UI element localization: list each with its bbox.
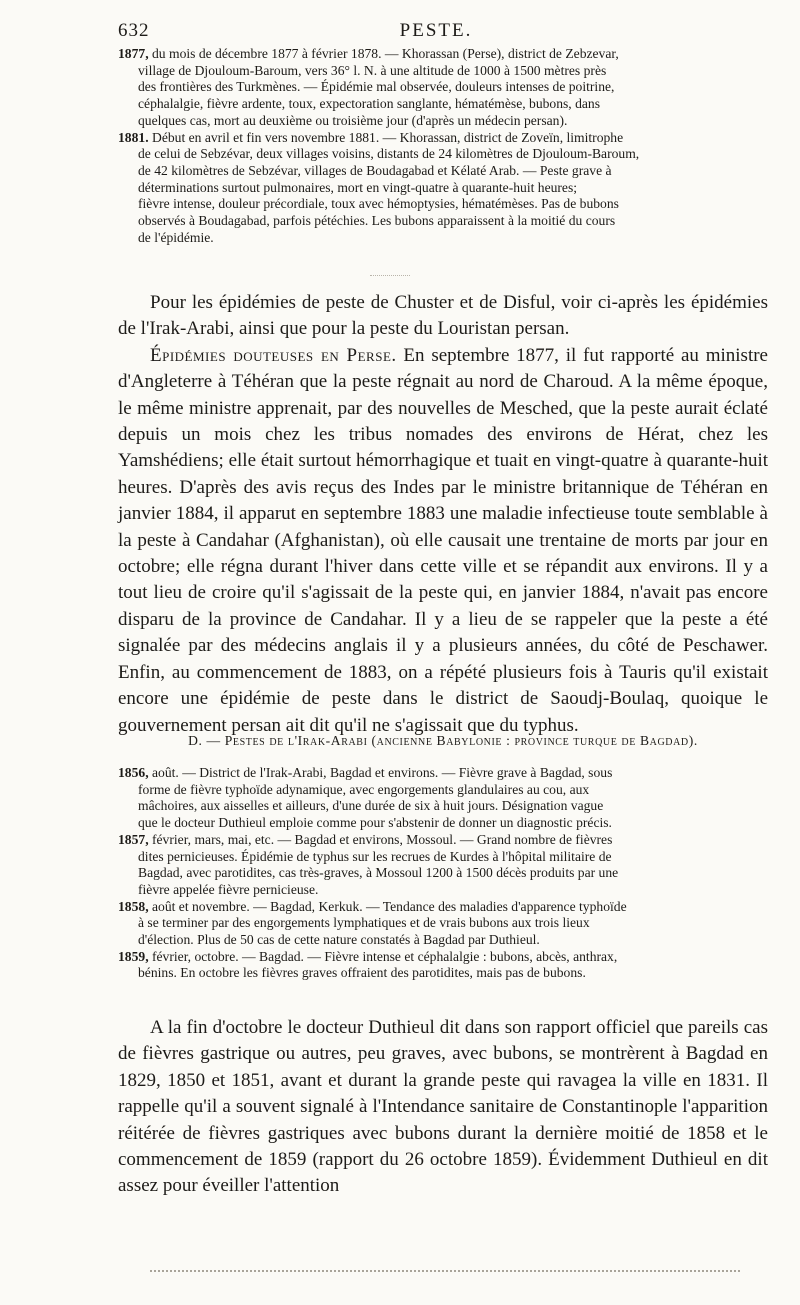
- entry-1856: [118, 765, 768, 832]
- entry-year: 1858,: [118, 898, 149, 914]
- entry-line: août et novembre. — Bagdad, Kerkuk. — Tendance des maladies d'apparence typhoïde: [152, 898, 627, 914]
- body-paragraphs-2: [118, 1015, 768, 1200]
- entry-line: à se terminer par des engorgements lymphatiques et de vrais bubons aux trois lieux: [138, 915, 590, 931]
- paragraph-duthieul-report: A la fin d'octobre le docteur Duthieul dit dans son rapport officiel que pareils cas de fièvres gastrique ou autres, peu graves, avec bubons, se montrèrent à Bagdad en 1829, 1850 et 1851, avant et durant la grande peste qui ravagea la ville en 1831. Il rappelle qu'il a souvent signalé à l'Intendance sanitaire de Constantinople l'apparition réitérée de fièvres gastriques avec bubons durant la dernière moitié de 1858 et le commencement de 1859 (rapport du 26 octobre 1859). Évidemment Duthieul en dit assez pour éveiller l'attention: [118, 1017, 768, 1197]
- entry-line: bénins. En octobre les fièvres graves offraient des parotidites, mais pas de bubons.: [138, 965, 586, 981]
- entry-year: 1856,: [118, 765, 149, 780]
- entry-year: 1857,: [118, 831, 149, 847]
- entry-year: 1877,: [118, 46, 149, 61]
- entry-year: 1859,: [118, 948, 149, 964]
- entry-line: quelques cas, mort au deuxième ou troisième jour (d'après un médecin persan).: [138, 112, 568, 128]
- body-paragraphs-1: [118, 290, 768, 739]
- paragraph-chuster-disful: Pour les épidémies de peste de Chuster et de Disful, voir ci-après les épidémies de l'Irak-Arabi, ainsi que pour la peste du Louristan persan.: [118, 292, 768, 340]
- entry-line: des frontières des Turkmènes. — Épidémie mal observée, douleurs intenses de poitrine,: [138, 79, 615, 95]
- entry-line: observés à Boudagabad, parfois pétéchies. Les bubons apparaissent à la moitié du cours: [138, 213, 616, 229]
- entry-line: février, mars, mai, etc. — Bagdad et environs, Mossoul. — Grand nombre de fièvres: [152, 831, 613, 847]
- page-number: 632: [118, 20, 150, 41]
- entry-line: de l'épidémie.: [138, 229, 214, 245]
- printer-mark: [370, 275, 410, 278]
- running-head: [118, 20, 754, 46]
- paragraph-body: En septembre 1877, il fut rapporté au ministre d'Angleterre à Téhéran que la peste régnait au nord de Charoud. A la même époque, le même ministre apprenait, par des nouvelles de Mesched, que la peste aurait éclaté depuis un mois chez les tribus nomades des environs de Hérat, chez les Yamshédiens; elle était surtout hémorrhagique et tuait en vingt-quatre à quarante-huit heures. D'après des avis reçus des Indes par le ministre britannique de Téhéran en janvier 1884, il apparut en septembre 1883 une maladie infectieuse toute semblable à la peste à Candahar (Afghanistan), où elle causait une trentaine de morts par jour en octobre; elle régna durant l'hiver dans cette ville et se répandit aux environs. Il y a tout lieu de croire qu'il s'agissait de la peste qui, en janvier 1884, n'avait pas encore disparu de la province de Candahar. Il y a lieu de se rappeler que la peste a été signalée par des médecins anglais il y a plusieurs années, du côté de Peschawer. Enfin, au commencement de 1883, on a répété plusieurs fois à Tauris qu'il existait encore une épidémie de peste dans le district de Saoudj-Boulaq, quoique le gouvernement persan ait dit qu'il ne s'agissait que du typhus.: [118, 344, 768, 736]
- entry-line: céphalalgie, fièvre ardente, toux, expectoration sanglante, hématémèse, bubons, dans: [138, 96, 601, 112]
- entry-line: dites pernicieuses. Épidémie de typhus sur les recrues de Kurdes à l'hôpital militaire de: [138, 848, 612, 864]
- entry-line: forme de fièvre typhoïde adynamique, avec engorgements glandulaires au cou, aux: [138, 781, 590, 797]
- entry-line: déterminations surtout pulmonaires, mort en vingt-quatre à quarante-huit heures;: [138, 179, 578, 195]
- entry-line: village de Djouloum-Baroum, vers 36° l. N. à une altitude de 1000 à 1500 mètres près: [138, 62, 607, 78]
- entry-1858: [118, 899, 768, 949]
- entry-line: de celui de Sebzévar, deux villages voisins, distants de 24 kilomètres de Djouloum-Baroum,: [138, 146, 640, 162]
- entry-1857: [118, 832, 768, 899]
- bottom-dotted-rule: [150, 1270, 740, 1276]
- entry-1881: [118, 130, 768, 247]
- entry-year: 1881.: [118, 129, 149, 145]
- entry-line: que le docteur Duthieul emploie comme pour s'abstenir de donner un diagnostic précis.: [138, 815, 612, 831]
- chronology-persia: [118, 46, 768, 246]
- entry-1859: [118, 949, 768, 982]
- entry-line: mâchoires, aux aisselles et ailleurs, d'une durée de six à huit jours. Désignation vague: [138, 798, 604, 814]
- entry-line: Début en avril et fin vers novembre 1881. — Khorassan, district de Zoveïn, limitrophe: [152, 129, 624, 145]
- paragraph-doubtful-epidemics: [118, 343, 768, 739]
- entry-line: d'élection. Plus de 50 cas de cette nature constatés à Bagdad par Duthieul.: [138, 932, 540, 948]
- entry-line: de 42 kilomètres de Sebzévar, villages de Boudagabad et Kélaté Arab. — Peste grave à: [138, 162, 612, 178]
- running-title: PESTE.: [399, 20, 473, 41]
- paragraph-heading: Épidémies douteuses en Perse.: [150, 344, 397, 366]
- entry-line: du mois de décembre 1877 à février 1878. — Khorassan (Perse), district de Zebzevar,: [152, 46, 619, 61]
- entry-line: février, octobre. — Bagdad. — Fièvre intense et céphalalgie : bubons, abcès, anthrax,: [152, 948, 618, 964]
- entry-line: fièvre intense, douleur précordiale, toux avec hémoptysies, hématémèses. Pas de bubons: [138, 196, 619, 212]
- entry-line: Bagdad, avec parotidites, cas très-graves, à Mossoul 1200 à 1500 décès produits par une: [138, 865, 619, 881]
- chronology-irak-arabi: [118, 765, 768, 982]
- section-heading: D. — Pestes de l'Irak-Arabi (ancienne Babylonie : province turque de Bagdad).: [188, 733, 698, 748]
- entry-1877: [118, 46, 768, 130]
- entry-line: fièvre appelée fièvre pernicieuse.: [138, 881, 319, 897]
- entry-line: août. — District de l'Irak-Arabi, Bagdad et environs. — Fièvre grave à Bagdad, sous: [152, 765, 613, 780]
